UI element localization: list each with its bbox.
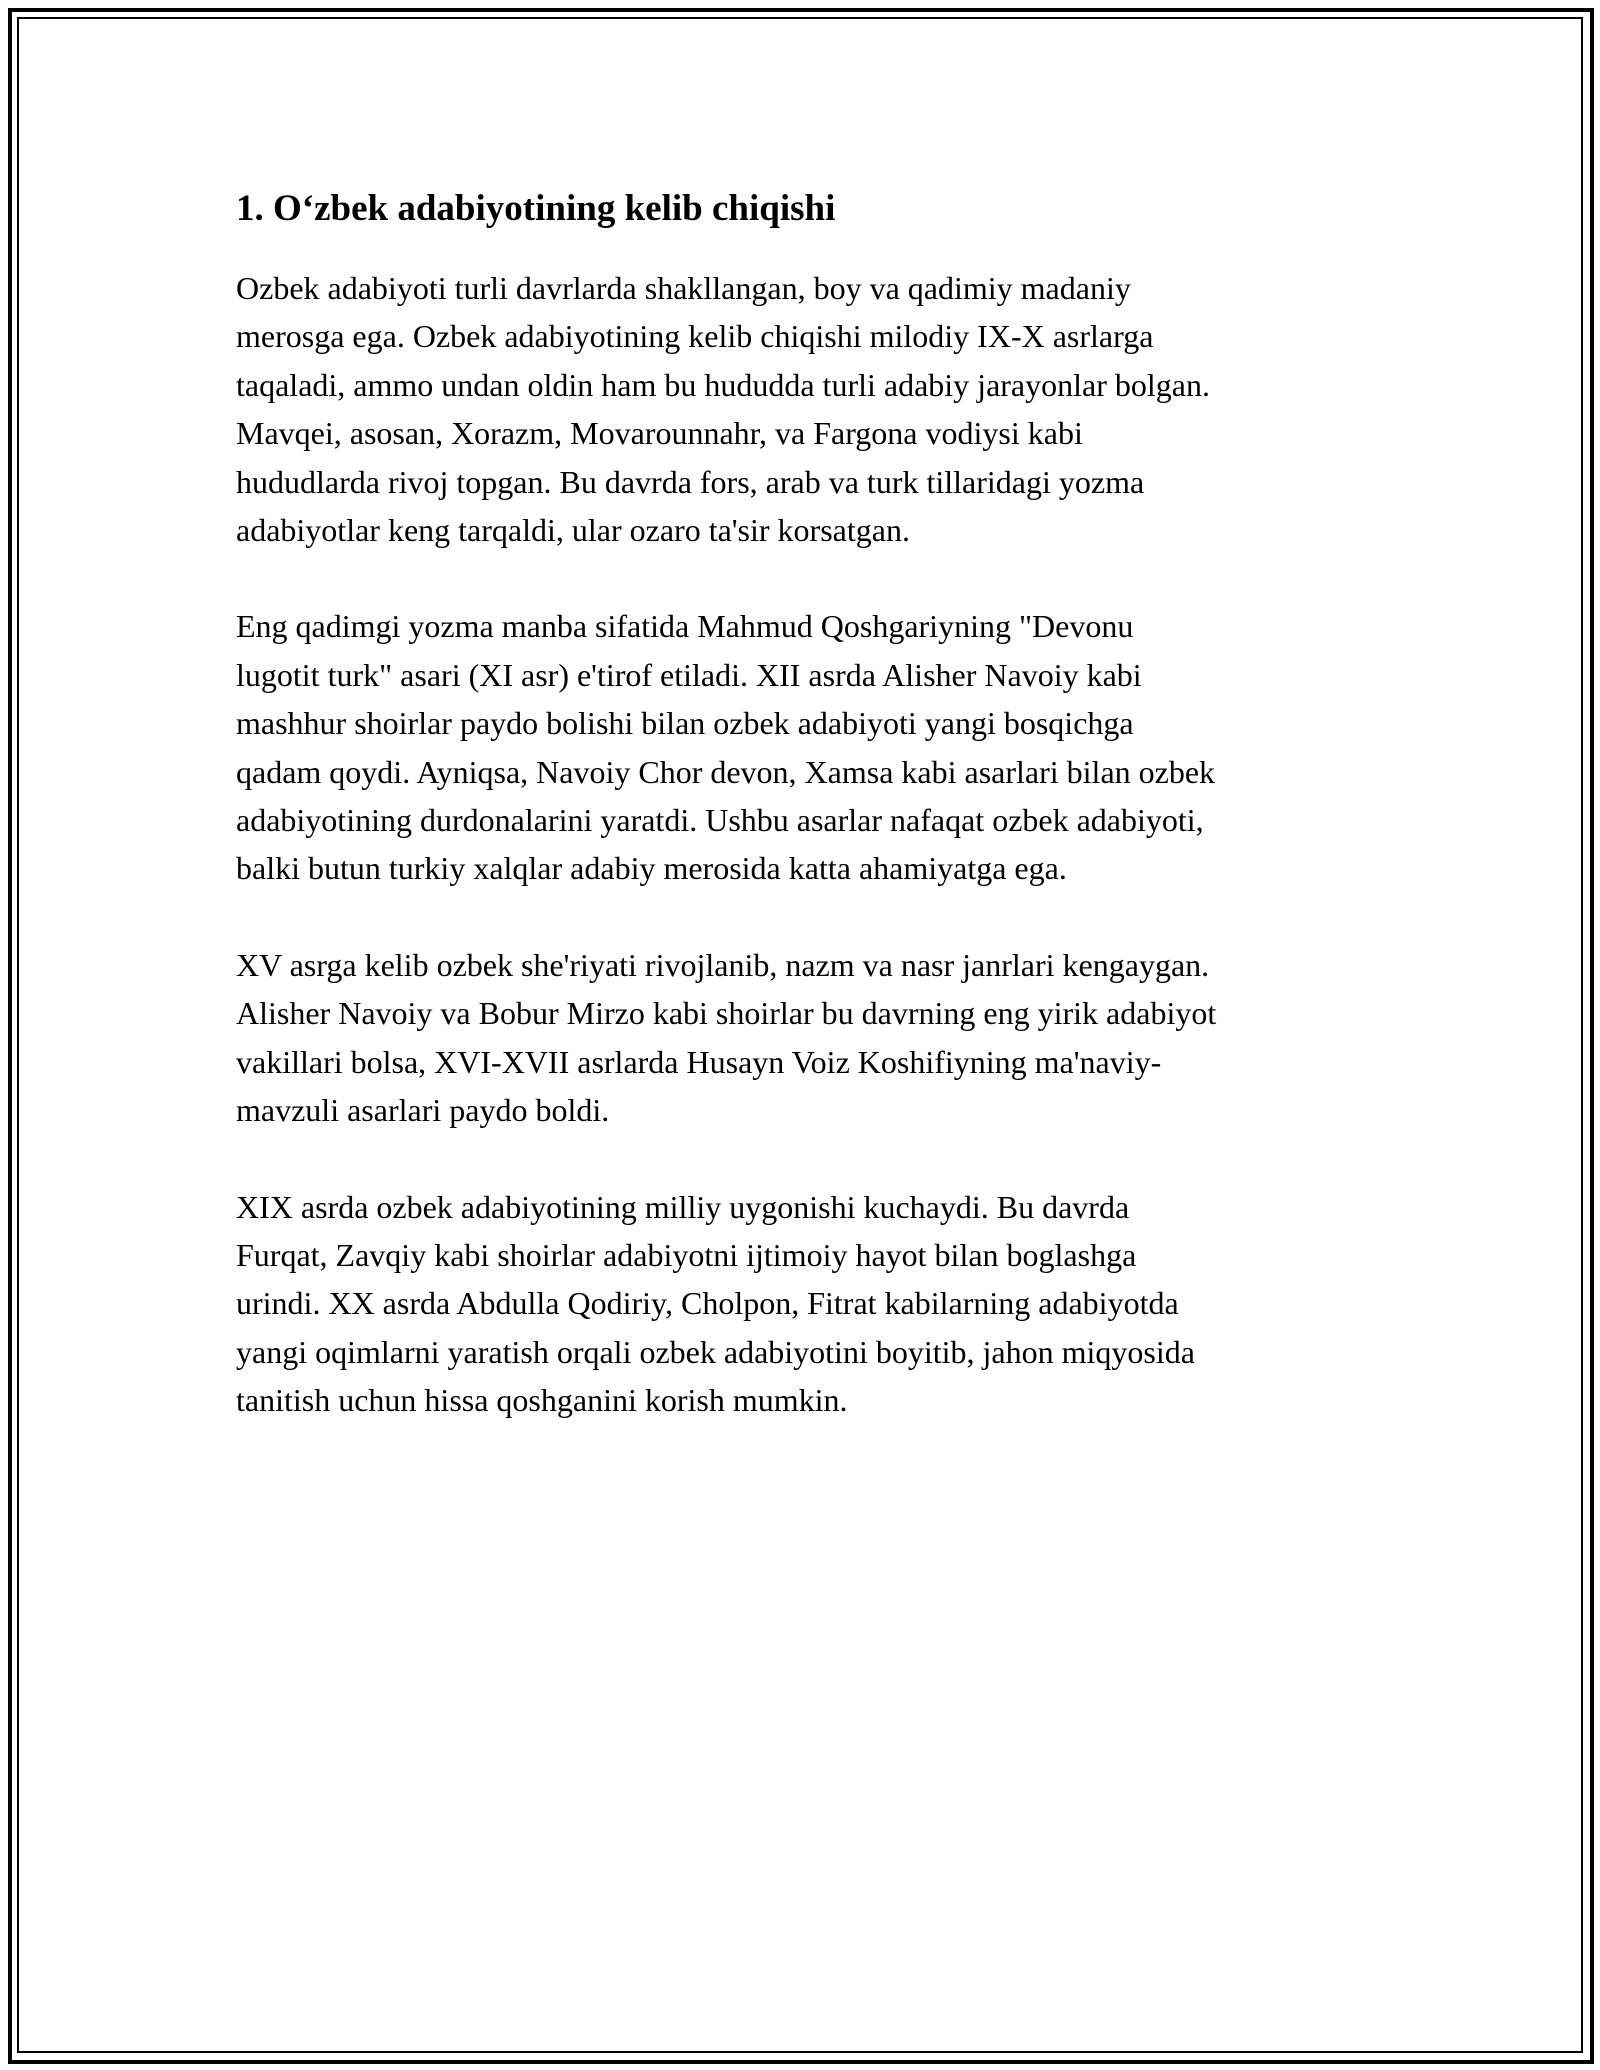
paragraph-line: lugotit turk" asari (XI asr) e'tirof etiladi. XII asrda Alisher Navoiy kabi [236, 656, 1142, 693]
paragraph [236, 1183, 1386, 1425]
document-body [236, 186, 1386, 1473]
paragraph-line: merosga ega. Ozbek adabiyotining kelib chiqishi milodiy IX-X asrlarga [236, 318, 1154, 355]
paragraph-line: vakillari bolsa, XVI-XVII asrlarda Husayn Voiz Koshifiyning ma'naviy- [236, 1043, 1162, 1080]
paragraph-line: Furqat, Zavqiy kabi shoirlar adabiyotni ijtimoiy hayot bilan boglashga [236, 1236, 1137, 1273]
section-title: 1. Oʻzbek adabiyotining kelib chiqishi [236, 188, 836, 229]
paragraph-line: qadam qoydi. Ayniqsa, Navoiy Chor devon, Xamsa kabi asarlari bilan ozbek [236, 753, 1216, 790]
paragraph-line: Eng qadimgi yozma manba sifatida Mahmud Qoshgariyning "Devonu [236, 608, 1134, 645]
paragraph-line: Mavqei, asosan, Xorazm, Movarounnahr, va Fargona vodiysi kabi [236, 415, 1083, 452]
paragraph [236, 941, 1386, 1135]
paragraph-line: yangi oqimlarni yaratish orqali ozbek adabiyotini boyitib, jahon miqyosida [236, 1333, 1195, 1370]
paragraph [236, 602, 1386, 892]
paragraph-line: balki butun turkiy xalqlar adabiy merosida katta ahamiyatga ega. [236, 850, 1067, 887]
paragraph-line: mavzuli asarlari paydo boldi. [236, 1092, 610, 1129]
paragraph-line: adabiyotining durdonalarini yaratdi. Ushbu asarlar nafaqat ozbek adabiyoti, [236, 802, 1204, 839]
paragraph-line: Ozbek adabiyoti turli davrlarda shakllangan, boy va qadimiy madaniy [236, 270, 1131, 306]
paragraph-line: urindi. XX asrda Abdulla Qodiriy, Cholpon, Fitrat kabilarning adabiyotda [236, 1285, 1179, 1322]
paragraph-line: taqaladi, ammo undan oldin ham bu hududda turli adabiy jarayonlar bolgan. [236, 366, 1210, 403]
paragraph-line: XIX asrda ozbek adabiyotining milliy uygonishi kuchaydi. Bu davrda [236, 1188, 1130, 1225]
paragraph-line: adabiyotlar keng tarqaldi, ular ozaro ta'sir korsatgan. [236, 512, 910, 549]
paragraph-list [236, 264, 1386, 1425]
paragraph [236, 264, 1386, 554]
paragraph-line: hududlarda rivoj topgan. Bu davrda fors, arab va turk tillaridagi yozma [236, 463, 1145, 500]
paragraph-line: Alisher Navoiy va Bobur Mirzo kabi shoirlar bu davrning eng yirik adabiyot [236, 995, 1217, 1032]
paragraph-line: mashhur shoirlar paydo bolishi bilan ozbek adabiyoti yangi bosqichga [236, 705, 1134, 742]
paragraph-line: tanitish uchun hissa qoshganini korish mumkin. [236, 1382, 848, 1419]
paragraph-line: XV asrga kelib ozbek she'riyati rivojlanib, nazm va nasr janrlari kengaygan. [236, 946, 1210, 983]
